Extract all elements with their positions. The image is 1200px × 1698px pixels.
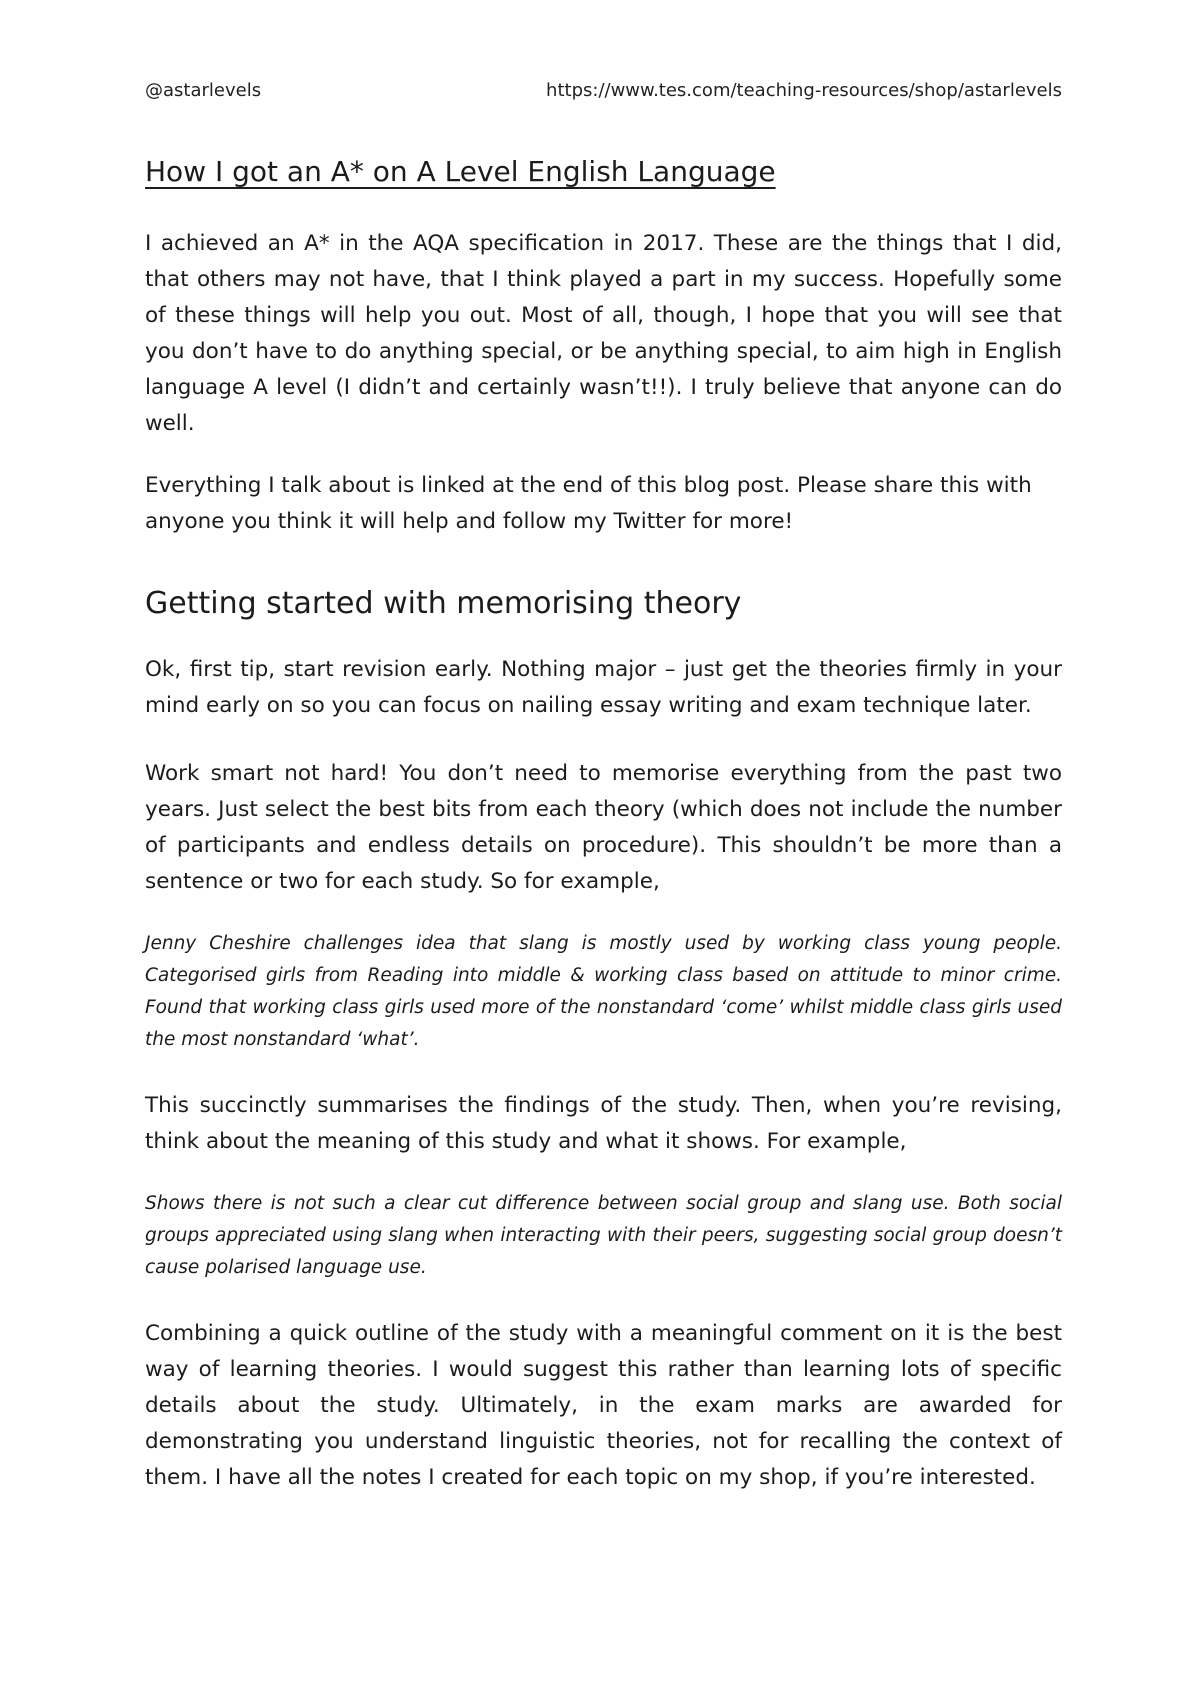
intro-paragraph-1: I achieved an A* in the AQA specification in 2017. These are the things that I did, that others may not have, that I think played a part in my success. Hopefully some of these things will help you out. Most of all, though, I hope that you will see that you don’t have to do anything special, or be anything special, to aim high in English language A level (I didn’t and certainly wasn’t!!). I truly believe that anyone can do well. [145,231,1062,436]
example-quote-1: Jenny Cheshire challenges idea that slang is mostly used by working class young people. Categorised girls from Reading into middle & working class based on attitude to minor crime. Found that working class girls used more of the nonstandard ‘come’ whilst middle class girls used the most nonstandard ‘what’. [145,933,1062,1050]
page-title: How I got an A* on A Level English Language [145,155,776,188]
document-body [145,152,1062,1496]
example-quote-2: Shows there is not such a clear cut difference between social group and slang use. Both social groups appreciated using slang when interacting with their peers, suggesting social group doesn’t cause polarised language use. [145,1193,1062,1278]
intro-paragraph-2: Everything I talk about is linked at the end of this blog post. Please share this with anyone you think it will help and follow my Twitter for more! [145,473,1032,534]
header-url[interactable]: https://www.tes.com/teaching-resources/shop/astarlevels [546,80,1062,101]
header-handle: @astarlevels [145,80,262,101]
section-paragraph-4: Combining a quick outline of the study with a meaningful comment on it is the best way of learning theories. I would suggest this rather than learning lots of specific details about the study. Ultimately, in the exam marks are awarded for demonstrating you understand linguistic theories, not for recalling the context of them. I have all the notes I created for each topic on my shop, if you’re interested. [145,1321,1062,1490]
section-paragraph-2: Work smart not hard! You don’t need to memorise everything from the past two years. Just select the best bits from each theory (which does not include the number of participants and endless details on procedure). This shouldn’t be more than a sentence or two for each study. So for example, [145,761,1062,894]
section-heading: Getting started with memorising theory [145,586,742,621]
section-paragraph-3: This succinctly summarises the findings of the study. Then, when you’re revising, think about the meaning of this study and what it shows. For example, [145,1093,1062,1154]
section-paragraph-1: Ok, first tip, start revision early. Nothing major – just get the theories firmly in your mind early on so you can focus on nailing essay writing and exam technique later. [145,657,1062,718]
